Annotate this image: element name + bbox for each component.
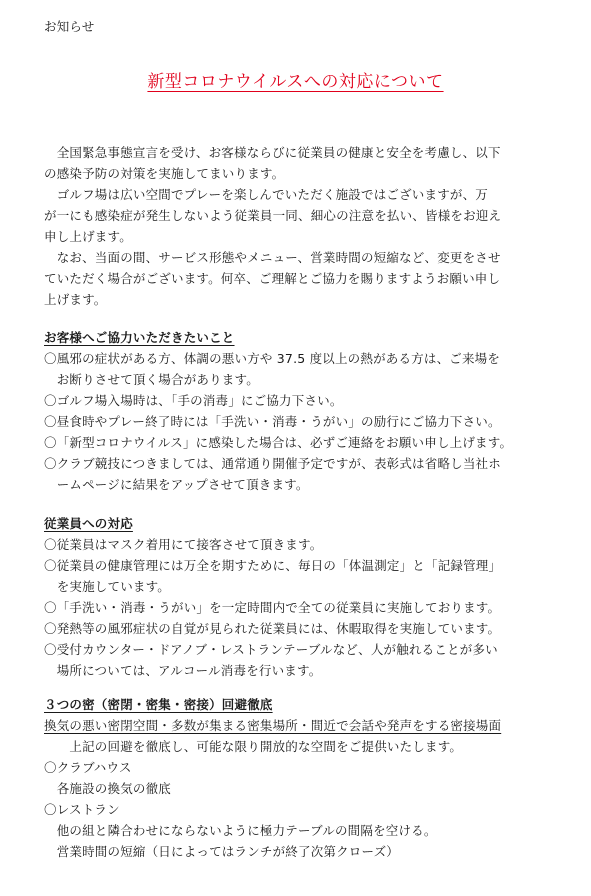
three-c-subheading: 換気の悪い密閉空間・多数が集まる密集場所・間近で会話や発声をする密接場面: [44, 718, 502, 733]
staff-heading: 従業員への対応: [44, 516, 133, 531]
staff-line: 〇「手洗い・消毒・うがい」を一定時間内で全ての従業員に実施しております。: [44, 600, 501, 615]
three-c-line: 営業時間の短縮（日によってはランチが終了次第クローズ）: [44, 844, 399, 859]
intro-line: が一にも感染症が発生しないよう従業員一同、細心の注意を払い、皆様をお迎え: [44, 208, 502, 223]
customers-heading: お客様へご協力いただきたいこと: [44, 330, 235, 345]
staff-line: 〇従業員はマスク着用にて接客させて頂きます。: [44, 537, 323, 552]
staff-section: [44, 513, 549, 681]
page-title: 新型コロナウイルスへの対応について: [147, 72, 444, 92]
staff-line: 〇受付カウンター・ドアノブ・レストランテーブルなど、人が触れることが多い: [44, 642, 498, 657]
customers-line: 〇風邪の症状がある方、体調の悪い方や 37.5 度以上の熱がある方は、ご来場を: [44, 351, 501, 366]
intro-line: 上げます。: [44, 292, 107, 307]
intro-section: [44, 142, 549, 310]
customers-line: お断りさせて頂く場合があります。: [44, 372, 259, 387]
three-c-section: [44, 694, 549, 862]
staff-line: 〇発熱等の風邪症状の自覚が見られた従業員には、休暇取得を実施しています。: [44, 621, 501, 636]
intro-line: 全国緊急事態宣言を受け、お客様ならびに従業員の健康と安全を考慮し、以下: [44, 145, 501, 160]
customers-line: 〇「新型コロナウイルス」に感染した場合は、必ずご連絡をお願い申し上げます。: [44, 435, 513, 450]
notice-label: お知らせ: [44, 19, 95, 34]
intro-line: なお、当面の間、サービス形態やメニュー、営業時間の短縮など、変更をさせ: [44, 250, 501, 265]
customers-section: [44, 327, 549, 495]
customers-line: ームページに結果をアップさせて頂きます。: [44, 477, 309, 492]
staff-line: 〇従業員の健康管理には万全を期すために、毎日の「体温測定」と「記録管理」: [44, 558, 502, 573]
three-c-line: 〇レストラン: [44, 802, 120, 817]
three-c-line: 他の組と隣合わせにならないように極力テーブルの間隔を空ける。: [44, 823, 437, 838]
three-c-line: 〇クラブハウス: [44, 760, 132, 775]
staff-line: 場所については、アルコール消毒を行います。: [44, 663, 322, 678]
customers-line: 〇クラブ競技につきましては、通常通り開催予定ですが、表彰式は省略し当社ホ: [44, 456, 501, 471]
intro-line: ゴルフ場は広い空間でプレーを楽しんでいただく施設ではございますが、万: [44, 187, 489, 202]
three-c-heading: ３つの密（密閉・密集・密接）回避徹底: [44, 697, 273, 712]
three-c-line: 各施設の換気の徹底: [44, 781, 172, 796]
customers-line: 〇昼食時やプレー終了時には「手洗い・消毒・うがい」の励行にご協力下さい。: [44, 414, 501, 429]
staff-line: を実施しています。: [44, 579, 171, 594]
three-c-line: 上記の回避を徹底し、可能な限り開放的な空間をご提供いたします。: [44, 739, 463, 754]
intro-line: 申し上げます。: [44, 229, 132, 244]
intro-line: ていただく場合がございます。何卒、ご理解とご協力を賜りますようお願い申し: [44, 271, 501, 286]
customers-line: 〇ゴルフ場入場時は、「手の消毒」にご協力下さい。: [44, 393, 343, 408]
intro-line: の感染予防の対策を実施してまいります。: [44, 166, 285, 181]
